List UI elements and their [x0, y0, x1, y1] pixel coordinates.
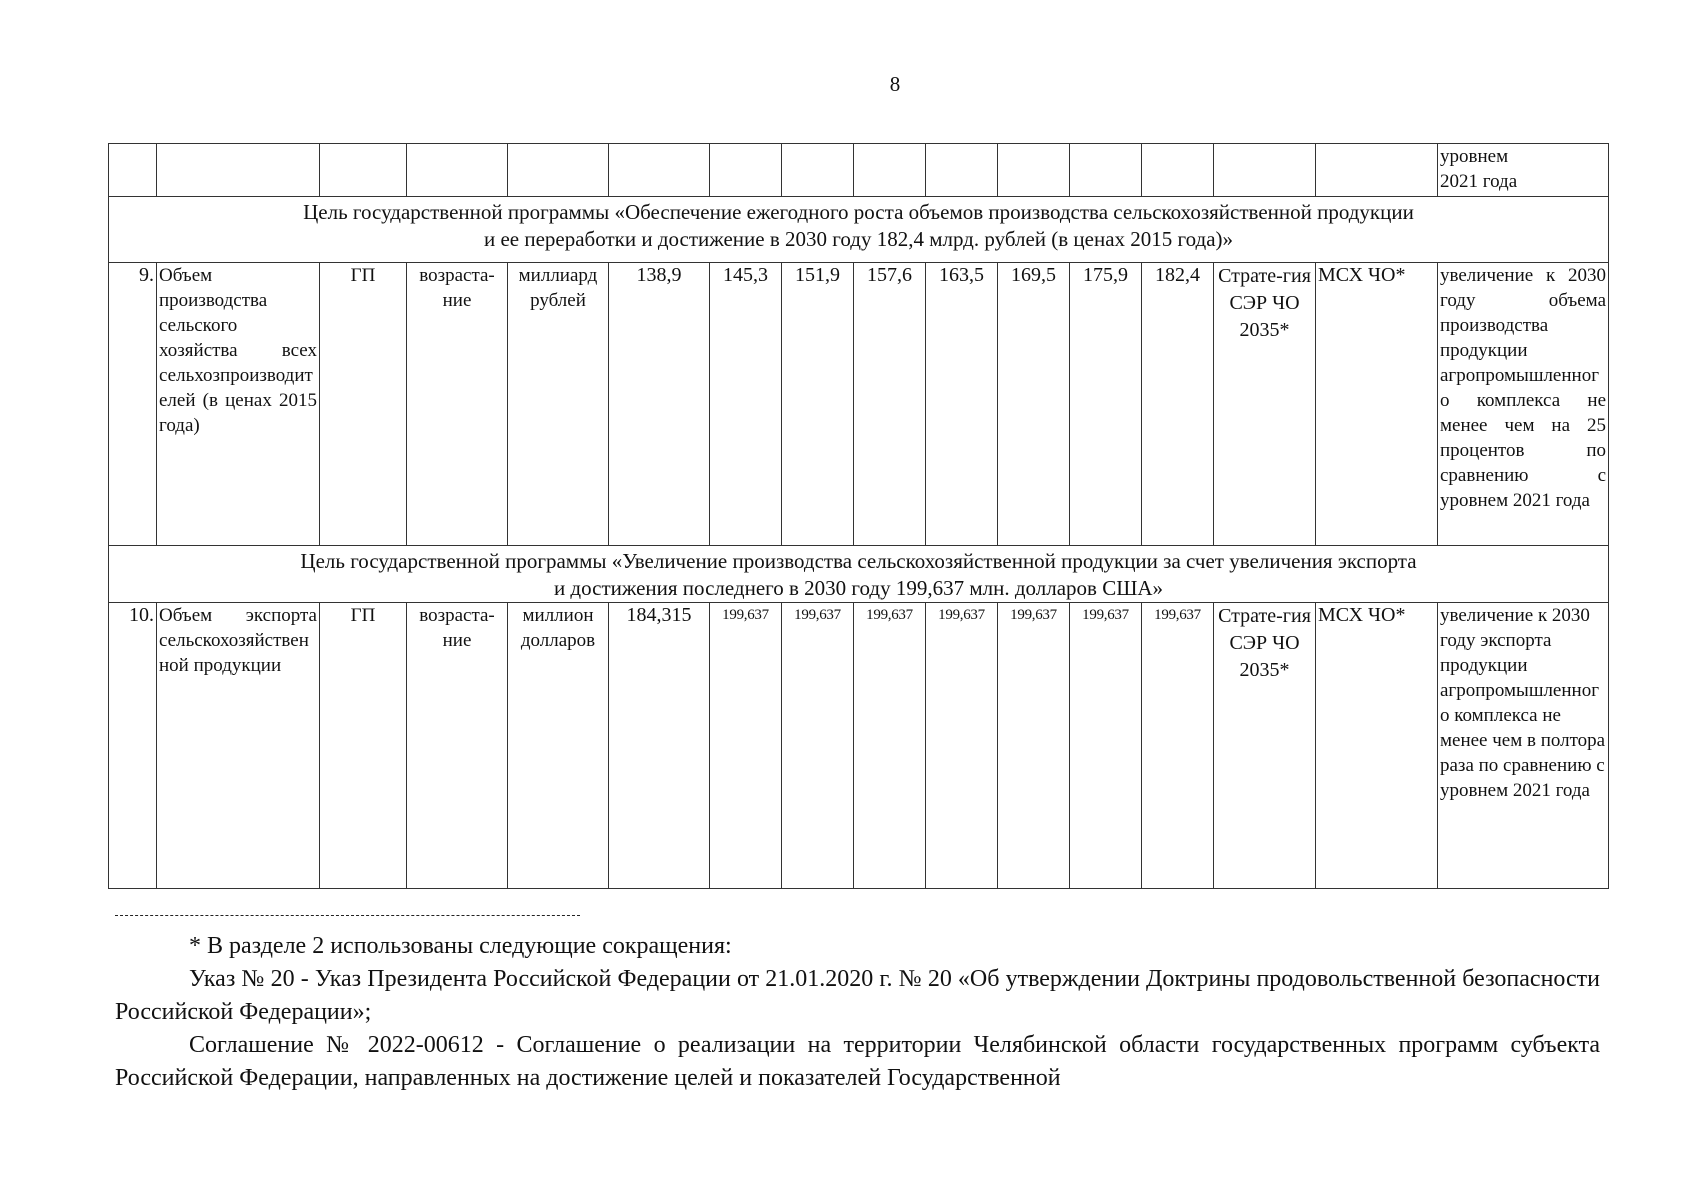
value-cell: 169,5	[998, 263, 1070, 546]
responsible-cell: МСХ ЧО*	[1316, 263, 1438, 546]
goal-heading	[109, 546, 1609, 603]
value-cell: 175,9	[1070, 263, 1142, 546]
footnote-item: Соглашение № 2022-00612 - Соглашение о реализации на территории Челябинской области государственных программ субъекта Российской Федерации, направленных на достижение целей и показателей Государственной	[115, 1032, 1600, 1091]
footnote-intro: * В разделе 2 использованы следующие сокращения:	[189, 933, 732, 959]
value-cell: 199,637	[926, 603, 998, 889]
link-cell: увеличение к 2030 году экспорта продукции агропромышленного комплекса не менее чем в полтора раза по сравнению с уровнем 2021 года	[1438, 603, 1609, 889]
value-cell: 199,637	[782, 603, 854, 889]
indicator-name: Объем производства сельского хозяйства всех сельхозпроизводителей (в ценах 2015 года)	[157, 263, 320, 546]
page-number: 8	[889, 72, 901, 96]
goal-line: и ее переработки и достижение в 2030 году 182,4 млрд. рублей (в ценах 2015 года)»	[483, 227, 1234, 251]
value-cell: 199,637	[998, 603, 1070, 889]
responsible-cell: МСХ ЧО*	[1316, 603, 1438, 889]
goal-line: Цель государственной программы «Увеличение производства сельскохозяйственной продукции за счет увеличения экспорта	[300, 549, 1417, 573]
link-cell: увеличение к 2030 году объема производства продукции агропромышленного комплекса не менее чем на 25 процентов по сравнению с уровнем 2021 года	[1438, 263, 1609, 546]
indicator-trend: возраста-ние	[407, 603, 508, 889]
link-line: 2021 года	[1440, 171, 1518, 192]
row-number: 9.	[109, 263, 157, 546]
goal-row	[109, 546, 1609, 603]
indicator-level: ГП	[320, 603, 407, 889]
goal-line: Цель государственной программы «Обеспечение ежегодного роста объемов производства сельскохозяйственной продукции	[303, 200, 1414, 224]
indicator-unit: миллиард рублей	[508, 263, 609, 546]
value-cell: 199,637	[854, 603, 926, 889]
document-cell: Страте-гия СЭР ЧО 2035*	[1214, 603, 1316, 889]
value-cell: 151,9	[782, 263, 854, 546]
link-cell	[1438, 144, 1609, 197]
value-cell: 199,637	[1142, 603, 1214, 889]
goal-row	[109, 197, 1609, 263]
goal-heading	[109, 197, 1609, 263]
indicators-table	[108, 143, 1609, 889]
value-cell: 157,6	[854, 263, 926, 546]
table-row	[109, 263, 1609, 546]
goal-line: и достижения последнего в 2030 году 199,637 млн. долларов США»	[553, 576, 1164, 600]
value-cell: 163,5	[926, 263, 998, 546]
document-cell: Страте-гия СЭР ЧО 2035*	[1214, 263, 1316, 546]
value-cell: 199,637	[710, 603, 782, 889]
value-cell: 182,4	[1142, 263, 1214, 546]
value-cell: 184,315	[609, 603, 710, 889]
indicator-level: ГП	[320, 263, 407, 546]
row-number: 10.	[109, 603, 157, 889]
footnote	[115, 915, 1600, 1095]
footnote-item: Указ № 20 - Указ Президента Российской Федерации от 21.01.2020 г. № 20 «Об утверждении Доктрины продовольственной безопасности Российской Федерации»;	[115, 966, 1600, 1025]
table-row-continued	[109, 144, 1609, 197]
indicator-unit: миллион долларов	[508, 603, 609, 889]
footnote-separator	[115, 915, 580, 916]
value-cell: 138,9	[609, 263, 710, 546]
link-line: уровнем	[1440, 146, 1509, 167]
indicator-name: Объем экспорта сельскохозяйственной продукции	[157, 603, 320, 889]
table-row	[109, 603, 1609, 889]
value-cell: 145,3	[710, 263, 782, 546]
value-cell: 199,637	[1070, 603, 1142, 889]
indicator-trend: возраста-ние	[407, 263, 508, 546]
